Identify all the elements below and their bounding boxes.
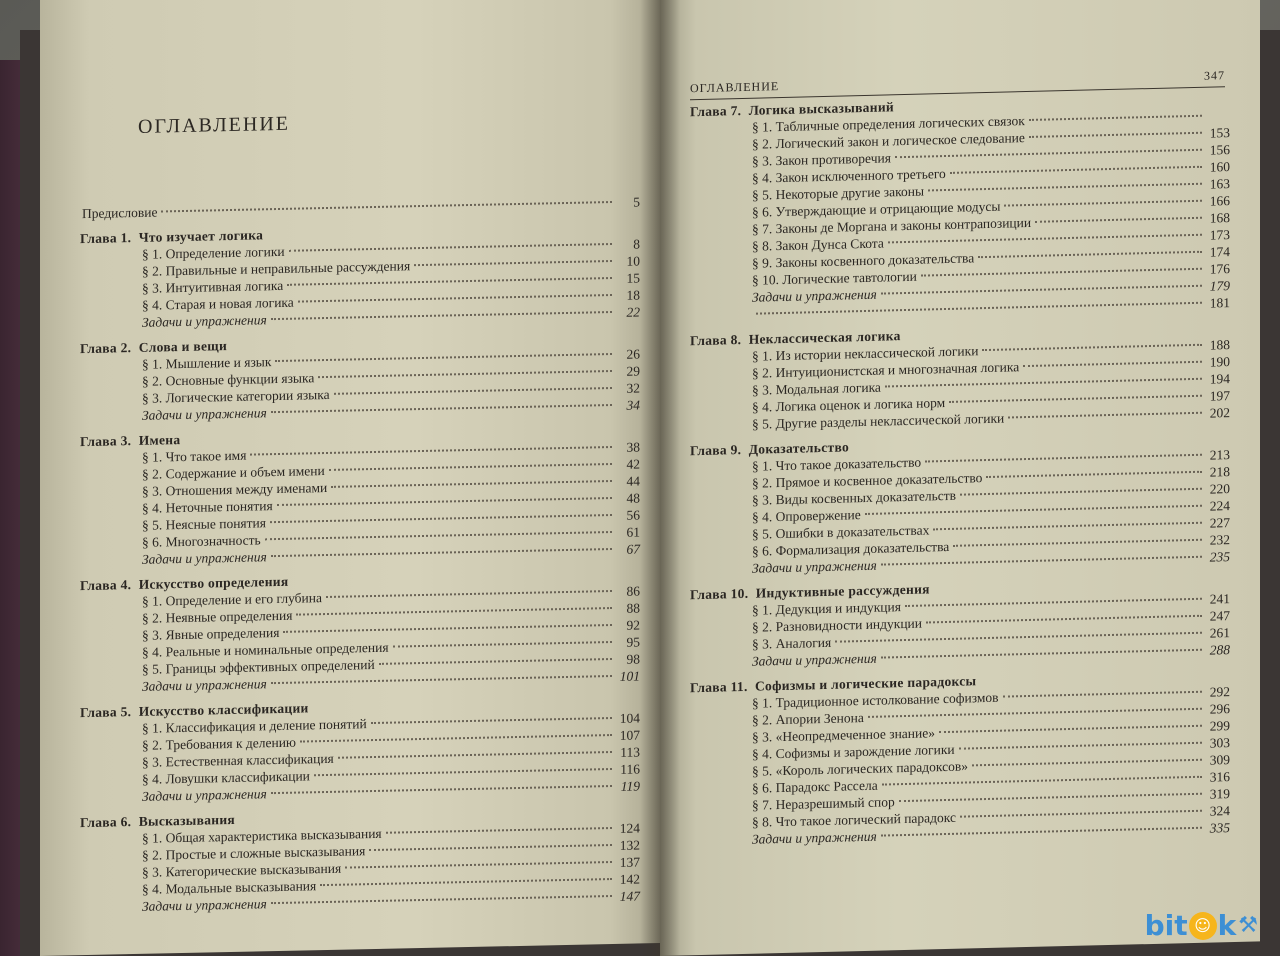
- hammer-icon: ⚒: [1238, 913, 1258, 938]
- chapter-number: Глава 9.: [690, 442, 742, 459]
- entry-page-number: 5: [633, 194, 640, 210]
- entry-page-number: 224: [1209, 498, 1230, 514]
- leader-dots: [959, 742, 1202, 750]
- entry-label: § 6. Утверждающие и отрицающие модусы: [752, 198, 1001, 220]
- right-page: [660, 0, 1260, 956]
- entry-label: § 2. Содержание и объем имени: [142, 463, 325, 482]
- leader-dots: [865, 505, 1202, 515]
- entry-label: § 3. «Неопредмеченное знание»: [752, 725, 935, 745]
- entry-page-number: 67: [626, 541, 640, 557]
- entry-label: § 2. Логический закон и логическое следование: [752, 130, 1025, 152]
- entry-label: § 4. Логика оценок и логика норм: [752, 395, 946, 415]
- entry-page-number: 156: [1209, 142, 1230, 158]
- entry-label: § 4. Модальные высказывания: [142, 878, 317, 897]
- entry-page-number: 176: [1209, 261, 1230, 277]
- leader-dots: [393, 641, 612, 648]
- entry-page-number: 213: [1209, 447, 1230, 463]
- entry-label: § 9. Законы косвенного доказательства: [752, 250, 975, 271]
- leader-dots: [881, 556, 1202, 566]
- entry-page-number: 137: [619, 854, 640, 870]
- entry-label: § 1. Из истории неклассической логики: [752, 343, 979, 364]
- entry-page-number: 194: [1209, 371, 1230, 387]
- entry-page-number: 48: [626, 490, 640, 506]
- leader-dots: [271, 548, 612, 557]
- entry-page-number: 116: [620, 761, 640, 777]
- leader-dots: [271, 404, 612, 413]
- leader-dots: [334, 387, 612, 395]
- entry-page-number: 173: [1209, 227, 1230, 243]
- entry-label: § 2. Интуиционистская и многозначная логика: [752, 359, 1020, 381]
- leader-dots: [318, 370, 612, 378]
- entry-label: § 5. Границы эффективных определений: [142, 656, 375, 677]
- chapter-title: Искусство классификации: [138, 700, 309, 719]
- entry-page-number: 98: [626, 651, 640, 667]
- entry-page-number: 247: [1209, 608, 1230, 624]
- leader-dots: [300, 734, 612, 743]
- entry-page-number: 319: [1209, 786, 1230, 802]
- entry-page-number: 61: [626, 524, 640, 540]
- entry-page-number: 10: [626, 253, 640, 269]
- entry-label: Задачи и упражнения: [752, 286, 877, 305]
- entry-label: § 4. Старая и новая логика: [142, 294, 294, 313]
- entry-page-number: 292: [1209, 684, 1230, 700]
- entry-label: § 6. Формализация доказательства: [752, 538, 950, 559]
- entry-label: § 2. Требования к делению: [142, 734, 296, 753]
- leader-dots: [888, 234, 1202, 244]
- leader-dots: [271, 785, 612, 794]
- chapter-title: Что изучает логика: [138, 227, 264, 245]
- entry-label: § 1. Что такое доказательство: [752, 454, 922, 474]
- leader-dots: [386, 827, 612, 834]
- chapter-number: Глава 4.: [80, 577, 132, 594]
- entry-label: § 1. Классификация и деление понятий: [142, 716, 367, 736]
- chapter-number: Глава 7.: [690, 103, 742, 120]
- entry-page-number: 44: [626, 473, 640, 489]
- leader-dots: [972, 759, 1202, 767]
- entry-page-number: [1206, 120, 1230, 121]
- leader-dots: [338, 751, 612, 759]
- chapter-number: Глава 8.: [690, 332, 742, 349]
- entry-label: Задачи и упражнения: [142, 786, 267, 804]
- entry-label: Задачи и упражнения: [752, 557, 877, 576]
- entry-page-number: 232: [1209, 532, 1230, 548]
- chapter-title: Слова и вещи: [138, 338, 228, 355]
- leader-dots: [899, 793, 1202, 802]
- entry-page-number: 299: [1209, 718, 1230, 734]
- chapter-title: Доказательство: [748, 439, 849, 457]
- leader-dots: [1004, 200, 1202, 207]
- entry-page-number: 92: [626, 617, 640, 633]
- entry-page-number: 32: [626, 380, 640, 396]
- entry-page-number: 202: [1209, 405, 1230, 421]
- entry-label: Задачи и упражнения: [142, 312, 267, 330]
- entry-label: § 2. Разновидности индукции: [752, 615, 923, 635]
- entry-page-number: 179: [1209, 278, 1230, 294]
- entry-label: § 7. Неразрешимый спор: [752, 794, 895, 813]
- entry-page-number: 324: [1209, 803, 1230, 819]
- leader-dots: [277, 497, 612, 506]
- entry-page-number: 132: [619, 837, 640, 853]
- entry-label: § 3. Явные определения: [142, 624, 280, 643]
- running-head-title: ОГЛАВЛЕНИЕ: [690, 79, 780, 96]
- entry-label: § 2. Неявные определения: [142, 607, 293, 626]
- entry-page-number: 8: [633, 236, 640, 252]
- entry-label: § 1. Традиционное истолкование софизмов: [752, 689, 999, 711]
- leader-dots: [881, 285, 1202, 295]
- leader-dots: [982, 344, 1202, 351]
- leader-dots: [986, 471, 1202, 478]
- entry-page-number: 142: [619, 871, 640, 887]
- leader-dots: [960, 810, 1202, 818]
- entry-page-number: 220: [1209, 481, 1230, 497]
- leader-dots: [895, 149, 1202, 159]
- entry-page-number: 38: [626, 439, 640, 455]
- leader-dots: [314, 768, 612, 776]
- page-number: 347: [1204, 68, 1225, 83]
- entry-label: Задачи и упражнения: [142, 549, 267, 567]
- entry-label: § 5. Другие разделы неклассической логики: [752, 410, 1005, 432]
- entry-page-number: 160: [1209, 159, 1230, 175]
- left-page: [40, 0, 660, 956]
- leader-dots: [1029, 115, 1202, 121]
- leader-dots: [939, 725, 1202, 733]
- entry-label: Задачи и упражнения: [142, 676, 267, 694]
- leader-dots: [271, 311, 612, 320]
- leader-dots: [868, 708, 1202, 718]
- watermark-part2: k: [1217, 909, 1237, 942]
- entry-page-number: 166: [1209, 193, 1230, 209]
- chapter-title: Искусство определения: [138, 573, 289, 592]
- leader-dots: [271, 675, 612, 684]
- entry-label: § 4. Реальные и номинальные определения: [142, 639, 389, 660]
- leader-dots: [882, 776, 1202, 786]
- entry-page-number: 235: [1209, 549, 1230, 565]
- page-title: ОГЛАВЛЕНИЕ: [138, 112, 290, 138]
- leader-dots: [326, 590, 612, 598]
- leader-dots: [881, 649, 1202, 659]
- entry-label: § 5. Ошибки в доказательствах: [752, 522, 930, 542]
- entry-page-number: 190: [1209, 354, 1230, 370]
- entry-page-number: 42: [626, 456, 640, 472]
- entry-label: Задачи и упражнения: [142, 896, 267, 914]
- entry-label: § 6. Парадокс Рассела: [752, 777, 878, 796]
- entry-label: § 1. Мышление и язык: [142, 354, 272, 372]
- chapter-number: Глава 1.: [80, 230, 132, 247]
- entry-page-number: 34: [626, 397, 640, 413]
- entry-label: § 3. Аналогия: [752, 634, 832, 652]
- leader-dots: [925, 454, 1202, 463]
- leader-dots: [960, 488, 1202, 496]
- toc-right: [690, 90, 1230, 849]
- leader-dots: [950, 166, 1202, 174]
- entry-label: Задачи и упражнения: [752, 828, 877, 847]
- entry-label: § 4. Неточные понятия: [142, 498, 273, 516]
- leader-dots: [271, 895, 612, 904]
- watermark-o-icon: ☺: [1189, 912, 1217, 940]
- entry-page-number: 303: [1209, 735, 1230, 751]
- entry-page-number: 227: [1209, 515, 1230, 531]
- leader-dots: [1003, 691, 1202, 698]
- leader-dots: [287, 277, 612, 286]
- entry-page-number: 241: [1209, 591, 1230, 607]
- entry-label: § 3. Отношения между именами: [142, 479, 328, 499]
- entry-page-number: 95: [626, 634, 640, 650]
- leader-dots: [270, 514, 612, 523]
- leader-dots: [885, 378, 1202, 388]
- entry-page-number: 218: [1209, 464, 1230, 480]
- entry-page-number: 119: [620, 778, 640, 794]
- chapter-title: Высказывания: [138, 811, 236, 829]
- entry-page-number: 113: [620, 744, 640, 760]
- entry-page-number: 181: [1209, 295, 1230, 311]
- entry-label: § 1. Общая характеристика высказывания: [142, 825, 382, 846]
- entry-page-number: 316: [1209, 769, 1230, 785]
- chapter-number: Глава 11.: [690, 678, 748, 696]
- leader-dots: [949, 395, 1202, 403]
- chapter-number: Глава 2.: [80, 340, 132, 357]
- leader-dots: [414, 260, 612, 266]
- entry-label: § 2. Прямое и косвенное доказательство: [752, 470, 983, 491]
- entry-page-number: 147: [619, 888, 640, 904]
- leader-dots: [928, 183, 1202, 192]
- entry-page-number: 107: [619, 727, 640, 743]
- entry-label: § 3. Логические категории языка: [142, 386, 330, 406]
- leader-dots: [289, 243, 612, 252]
- leader-dots: [250, 446, 612, 456]
- entry-page-number: 153: [1209, 125, 1230, 141]
- chapter-number: Глава 5.: [80, 704, 132, 721]
- entry-label: § 4. Опровержение: [752, 507, 861, 525]
- entry-page-number: 104: [619, 710, 640, 726]
- leader-dots: [275, 353, 612, 362]
- entry-label: § 8. Что такое логический парадокс: [752, 809, 956, 830]
- entry-page-number: 101: [619, 668, 640, 684]
- leader-dots: [1035, 217, 1202, 223]
- entry-page-number: 26: [626, 346, 640, 362]
- leader-dots: [978, 251, 1202, 258]
- entry-label: § 1. Что такое имя: [142, 447, 247, 465]
- leader-dots: [329, 463, 612, 471]
- entry-label: Задачи и упражнения: [142, 405, 267, 423]
- leader-dots: [905, 598, 1202, 607]
- entry-label: § 3. Категорические высказывания: [142, 860, 342, 880]
- entry-label: § 4. Софизмы и зарождение логики: [752, 741, 955, 762]
- leader-dots: [369, 844, 612, 851]
- toc-left: [80, 193, 640, 916]
- entry-label: § 10. Логические тавтологии: [752, 268, 917, 288]
- leader-dots: [345, 861, 612, 869]
- entry-label: § 1. Определение и его глубина: [142, 590, 322, 609]
- entry-page-number: 15: [626, 270, 640, 286]
- entry-page-number: 18: [626, 287, 640, 303]
- leader-dots: [265, 531, 612, 540]
- leader-dots: [835, 632, 1202, 643]
- entry-label: Задачи и упражнения: [752, 650, 877, 669]
- entry-label: § 2. Основные функции языка: [142, 370, 315, 389]
- entry-page-number: 335: [1209, 820, 1230, 836]
- entry-label: § 5. Некоторые другие законы: [752, 183, 925, 203]
- entry-page-number: 22: [626, 304, 640, 320]
- entry-label: § 3. Естественная классификация: [142, 750, 334, 770]
- entry-label: § 5. «Король логических парадоксов»: [752, 758, 968, 779]
- entry-page-number: 261: [1209, 625, 1230, 641]
- watermark-logo: [1145, 909, 1258, 942]
- leader-dots: [1008, 412, 1202, 419]
- watermark-part1: bit: [1144, 909, 1188, 942]
- entry-label: § 2. Простые и сложные высказывания: [142, 843, 366, 863]
- entry-page-number: 124: [619, 820, 640, 836]
- chapter-title: Неклассическая логика: [748, 328, 901, 347]
- entry-page-number: 88: [626, 600, 640, 616]
- leader-dots: [371, 717, 612, 724]
- entry-page-number: 86: [626, 583, 640, 599]
- entry-label: § 3. Закон противоречия: [752, 150, 891, 169]
- leader-dots: [881, 827, 1202, 837]
- entry-label: § 6. Многозначность: [142, 532, 261, 550]
- entry-label: § 1. Дедукция и индукция: [752, 599, 901, 618]
- entry-label: § 1. Табличные определения логических связок: [752, 113, 1025, 135]
- entry-label: § 7. Законы де Моргана и законы контрапозиции: [752, 214, 1032, 237]
- chapter-title: Софизмы и логические парадоксы: [755, 673, 977, 694]
- leader-dots: [1029, 132, 1202, 138]
- chapter-title: Индуктивные рассуждения: [755, 581, 930, 601]
- leader-dots: [933, 522, 1202, 531]
- chapter-title: Логика высказываний: [748, 99, 894, 118]
- leader-dots: [298, 294, 612, 303]
- entry-page-number: 288: [1209, 642, 1230, 658]
- leader-dots: [331, 480, 612, 488]
- leader-dots: [161, 201, 612, 212]
- chapter-number: Глава 3.: [80, 433, 132, 450]
- entry-label: § 8. Закон Дунса Скота: [752, 235, 884, 254]
- entry-label: § 3. Интуитивная логика: [142, 277, 284, 296]
- entry-label: Предисловие: [82, 204, 158, 222]
- entry-label: § 1. Определение логики: [142, 243, 285, 262]
- chapter-number: Глава 10.: [690, 585, 749, 603]
- entry-page-number: 168: [1209, 210, 1230, 226]
- entry-page-number: 296: [1209, 701, 1230, 717]
- entry-page-number: 163: [1209, 176, 1230, 192]
- entry-label: § 5. Неясные понятия: [142, 515, 266, 533]
- chapter-title: Имена: [138, 432, 181, 448]
- leader-dots: [320, 878, 612, 886]
- entry-page-number: 29: [626, 363, 640, 379]
- entry-label: § 4. Закон исключенного третьего: [752, 166, 946, 186]
- leader-dots: [953, 539, 1202, 547]
- leader-dots: [379, 658, 612, 665]
- entry-page-number: 174: [1209, 244, 1230, 260]
- entry-label: § 3. Виды косвенных доказательств: [752, 487, 957, 508]
- entry-page-number: 309: [1209, 752, 1230, 768]
- entry-page-number: 197: [1209, 388, 1230, 404]
- entry-page-number: 188: [1209, 337, 1230, 353]
- entry-page-number: 56: [626, 507, 640, 523]
- leader-dots: [921, 268, 1202, 277]
- leader-dots: [1023, 361, 1202, 367]
- entry-label: § 4. Ловушки классификации: [142, 768, 310, 787]
- leader-dots: [926, 615, 1202, 624]
- leader-dots: [296, 607, 612, 616]
- entry-label: § 2. Правильные и неправильные рассуждения: [142, 258, 411, 279]
- entry-label: § 2. Апории Зенона: [752, 710, 864, 728]
- entry-label: § 3. Модальная логика: [752, 379, 881, 398]
- chapter-number: Глава 6.: [80, 814, 132, 831]
- leader-dots: [283, 624, 612, 633]
